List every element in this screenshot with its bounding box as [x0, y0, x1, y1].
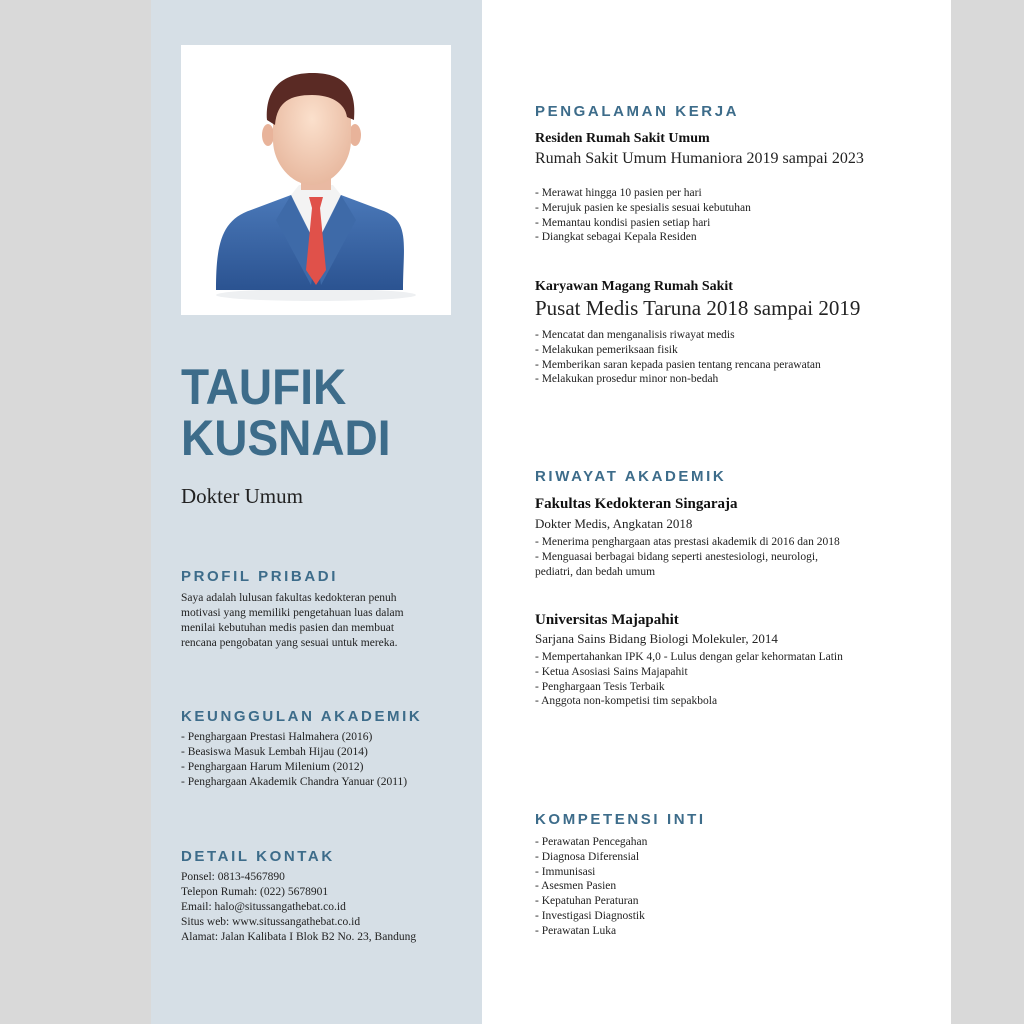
- list-item: - Mempertahankan IPK 4,0 - Lulus dengan gelar kehormatan Latin: [535, 651, 843, 663]
- list-item: - Melakukan pemeriksaan fisik: [535, 343, 678, 356]
- job-title: Karyawan Magang Rumah Sakit: [535, 279, 733, 294]
- resume-page: [151, 0, 951, 1024]
- list-item: - Penghargaan Prestasi Halmahera (2016): [181, 731, 373, 743]
- job-place: Rumah Sakit Umum Humaniora 2019 sampai 2023: [535, 150, 864, 167]
- contact-address: Alamat: Jalan Kalibata I Blok B2 No. 23, Bandung: [181, 931, 417, 943]
- education-entry: [535, 496, 935, 579]
- degree: Sarjana Sains Bidang Biologi Molekuler, 2014: [535, 631, 778, 646]
- list-item: - Menerima penghargaan atas prestasi akademik di 2016 dan 2018: [535, 536, 840, 548]
- summary-line: rencana pengobatan yang sesuai untuk mereka.: [181, 637, 398, 649]
- list-item: - Memantau kondisi pasien setiap hari: [535, 216, 711, 229]
- summary-line: menilai kebutuhan medis pasien dan membuat: [181, 622, 395, 634]
- education-bullets: [535, 650, 935, 709]
- list-item: - Beasiswa Masuk Lembah Hijau (2014): [181, 746, 368, 758]
- full-name: [181, 359, 391, 466]
- list-item: - Penghargaan Harum Milenium (2012): [181, 761, 364, 773]
- school-name: Universitas Majapahit: [535, 612, 679, 628]
- awards-list: [181, 730, 471, 790]
- list-item: - Menguasai berbagai bidang seperti anestesiologi, neurologi,: [535, 550, 818, 563]
- job-bullets: [535, 186, 935, 245]
- contact-phone: Ponsel: 0813-4567890: [181, 871, 285, 883]
- list-item: - Perawatan Luka: [535, 924, 617, 937]
- competency-list: [535, 835, 935, 939]
- list-item: - Investigasi Diagnostik: [535, 909, 645, 922]
- section-pengalaman-kerja: [535, 103, 935, 120]
- section-heading: KOMPETENSI INTI: [535, 811, 706, 828]
- list-item: - Memberikan saran kepada pasien tentang rencana perawatan: [535, 358, 821, 371]
- list-item: - Kepatuhan Peraturan: [535, 895, 639, 908]
- list-item: - Anggota non-kompetisi tim sepakbola: [535, 695, 718, 708]
- businessman-avatar-icon: [181, 45, 451, 315]
- profile-summary: [181, 591, 471, 651]
- section-keunggulan-akademik: [181, 708, 471, 790]
- section-heading: KEUNGGULAN AKADEMIK: [181, 708, 423, 725]
- section-profil-pribadi: [181, 568, 471, 651]
- job-entry: [535, 279, 935, 387]
- list-item: - Asesmen Pasien: [535, 880, 617, 893]
- section-heading: PROFIL PRIBADI: [181, 568, 338, 585]
- list-item: - Penghargaan Tesis Terbaik: [535, 680, 665, 693]
- school-name: Fakultas Kedokteran Singaraja: [535, 496, 738, 512]
- section-detail-kontak: [181, 848, 471, 945]
- list-item: pediatri, dan bedah umum: [535, 565, 656, 578]
- list-item: - Merujuk pasien ke spesialis sesuai kebutuhan: [535, 201, 751, 214]
- list-item: - Diangkat sebagai Kepala Residen: [535, 231, 697, 244]
- section-heading: PENGALAMAN KERJA: [535, 103, 740, 120]
- section-kompetensi-inti: [535, 811, 935, 939]
- summary-line: motivasi yang memiliki pengetahuan luas dalam: [181, 607, 404, 619]
- name-first: TAUFIK: [181, 359, 347, 415]
- education-bullets: [535, 535, 935, 579]
- name-last: KUSNADI: [181, 410, 391, 466]
- contact-website: Situs web: www.situssangathebat.co.id: [181, 916, 361, 928]
- section-heading: RIWAYAT AKADEMIK: [535, 468, 727, 485]
- list-item: - Mencatat dan menganalisis riwayat medis: [535, 329, 735, 341]
- list-item: - Diagnosa Diferensial: [535, 850, 640, 863]
- list-item: - Ketua Asosiasi Sains Majapahit: [535, 665, 688, 678]
- sidebar: [151, 0, 482, 1024]
- contact-list: [181, 870, 471, 945]
- section-riwayat-akademik: [535, 468, 935, 485]
- section-heading: DETAIL KONTAK: [181, 848, 335, 865]
- list-item: - Melakukan prosedur minor non-bedah: [535, 373, 719, 386]
- list-item: - Merawat hingga 10 pasien per hari: [535, 187, 702, 199]
- summary-line: Saya adalah lulusan fakultas kedokteran penuh: [181, 592, 397, 604]
- list-item: - Immunisasi: [535, 865, 596, 878]
- list-item: - Perawatan Pencegahan: [535, 836, 648, 848]
- contact-email: Email: halo@situssangathebat.co.id: [181, 901, 346, 913]
- list-item: - Penghargaan Akademik Chandra Yanuar (2011): [181, 776, 408, 788]
- job-entry: [535, 131, 935, 245]
- contact-home-phone: Telepon Rumah: (022) 5678901: [181, 886, 329, 898]
- job-place: Pusat Medis Taruna 2018 sampai 2019: [535, 296, 861, 320]
- profile-photo: [181, 45, 451, 315]
- job-bullets: [535, 328, 935, 387]
- job-title: Residen Rumah Sakit Umum: [535, 131, 710, 146]
- job-role: Dokter Umum: [181, 484, 303, 508]
- degree: Dokter Medis, Angkatan 2018: [535, 516, 693, 531]
- education-entry: [535, 612, 935, 709]
